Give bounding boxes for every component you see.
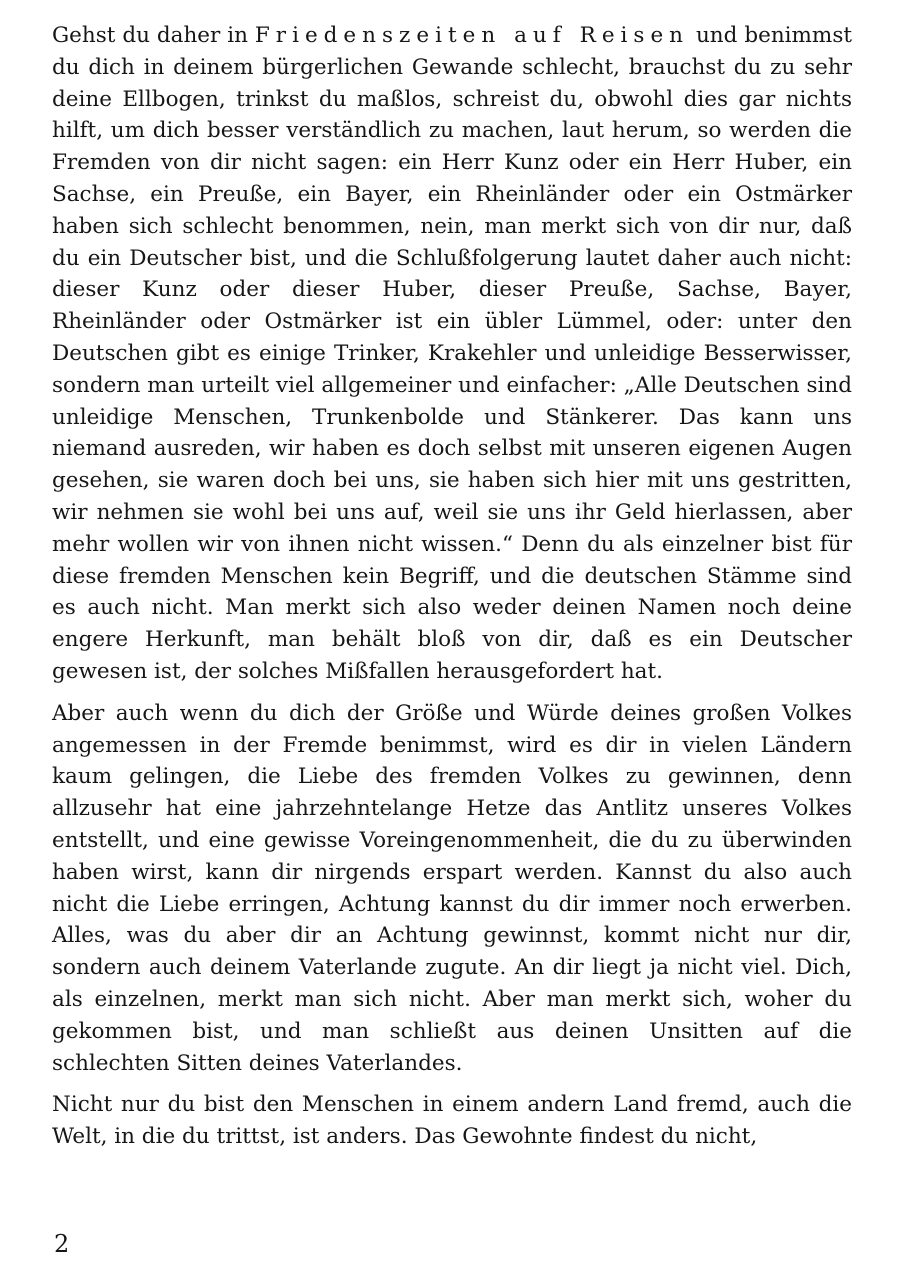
page-number: 2	[54, 1230, 70, 1258]
paragraph-3: Nicht nur du bist den Menschen in einem andern Land fremd, auch die Welt, in die du trittst, ist anders. Das Gewohnte findest du nicht,	[52, 1092, 852, 1150]
paragraph-1-lead: Gehst du daher in	[52, 23, 255, 48]
body-text	[52, 20, 852, 1163]
paragraph-1	[52, 20, 852, 688]
paragraph-1-rest: und benimmst du dich in deinem bürgerlichen Gewande schlecht, brauchst du zu sehr deine Ellbogen, trinkst du maßlos, schreist du, obwohl dies gar nichts hilft, um dich besser verständlich zu machen, laut herum, so werden die Fremden von dir nicht sagen: ein Herr Kunz oder ein Herr Huber, ein Sachse, ein Preuße, ein Bayer, ein Rheinländer oder ein Ostmärker haben sich schlecht benommen, nein, man merkt sich von dir nur, daß du ein Deutscher bist, und die Schlußfolgerung lautet daher auch nicht: dieser Kunz oder dieser Huber, dieser Preuße, Sachse, Bayer, Rheinländer oder Ostmärker ist ein übler Lümmel, oder: unter den Deutschen gibt es einige Trinker, Krakehler und unleidige Besserwisser, sondern man urteilt viel allgemeiner und einfacher: „Alle Deutschen sind unleidige Menschen, Trunkenbolde und Stänkerer. Das kann uns niemand ausreden, wir haben es doch selbst mit unseren eigenen Augen gesehen, sie waren doch bei uns, sie haben sich hier mit uns gestritten, wir nehmen sie wohl bei uns auf, weil sie uns ihr Geld hierlassen, aber mehr wollen wir von ihnen nicht wissen.“ Denn du als einzelner bist für diese fremden Menschen kein Begriff, und die deutschen Stämme sind es auch nicht. Man merkt sich also weder deinen Namen noch deine engere Herkunft, man behält bloß von dir, daß es ein Deutscher gewesen ist, der solches Mißfallen herausgefordert hat.	[52, 23, 852, 684]
paragraph-2: Aber auch wenn du dich der Größe und Würde deines großen Volkes angemessen in der Fremde benimmst, wird es dir in vielen Ländern kaum gelingen, die Liebe des fremden Volkes zu gewinnen, denn allzusehr hat eine jahrzehntelange Hetze das Antlitz unseres Volkes entstellt, und eine gewisse Voreingenommenheit, die du zu überwinden haben wirst, kann dir nirgends erspart werden. Kannst du also auch nicht die Liebe erringen, Achtung kannst du dir immer noch erwerben. Alles, was du aber dir an Achtung gewinnst, kommt nicht nur dir, sondern auch deinem Vaterlande zugute. An dir liegt ja nicht viel. Dich, als einzelnen, merkt man sich nicht. Aber man merkt sich, woher du gekommen bist, und man schließt aus deinen Unsitten auf die schlechten Sitten deines Vaterlandes.	[52, 700, 852, 1076]
spaced-emphasis-text: Friedenszeiten auf Reisen	[254, 23, 690, 48]
